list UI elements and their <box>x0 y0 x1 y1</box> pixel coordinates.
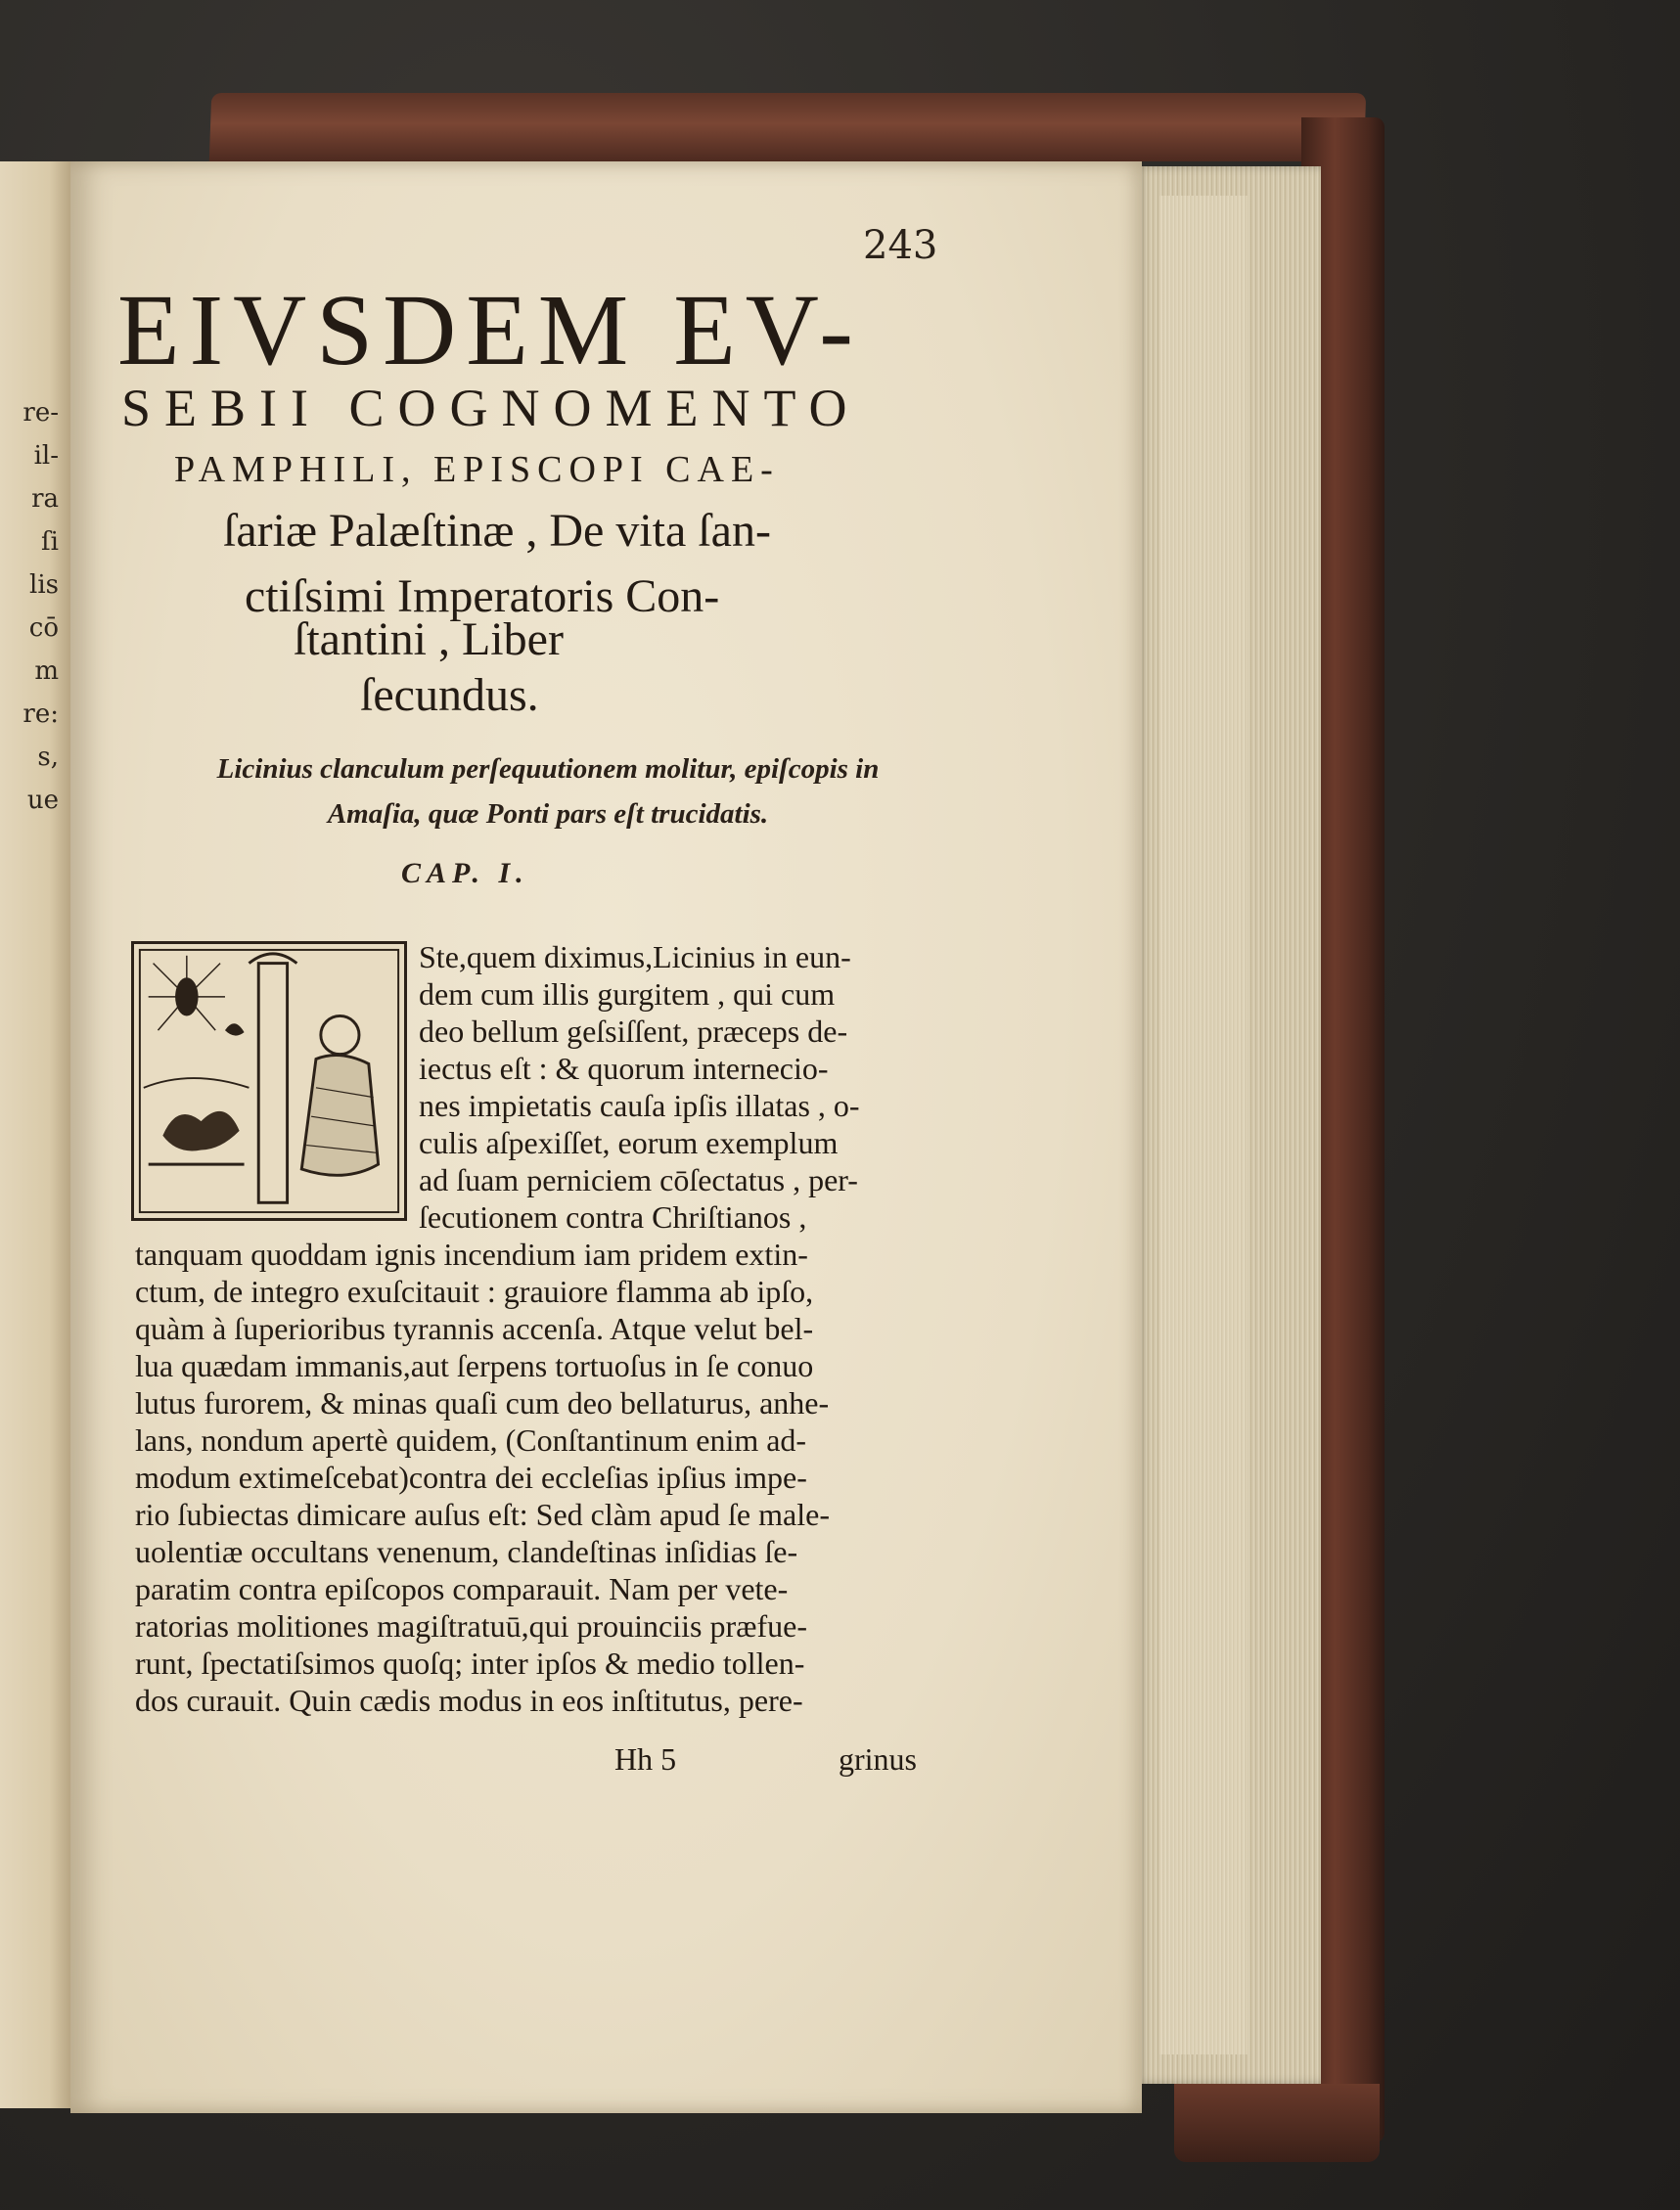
body-text-line: rio ſubiectas dimicare auſus eſt: Sed clàm apud ſe male- <box>135 1497 830 1532</box>
left-page-margin-text <box>0 391 59 822</box>
left-margin-line: cō <box>28 613 59 643</box>
left-margin-line: lis <box>29 570 59 600</box>
body-text-line: dem cum illis gurgitem , qui cum <box>419 976 836 1012</box>
left-margin-line: ſi <box>41 527 59 557</box>
title-line-4: ſariæ Palæſtinæ , De vita ſan- <box>223 505 771 557</box>
body-text-line: nes impietatis cauſa ipſis illatas , o- <box>419 1088 860 1123</box>
book-cover-bottom <box>1174 2084 1380 2162</box>
left-margin-line: re: <box>23 699 59 729</box>
body-text-line: quàm à ſuperioribus tyrannis accenſa. Atque velut bel- <box>135 1311 814 1346</box>
chapter-summary-line-1: Licinius clanculum perſequutionem molitur, epiſcopis in <box>216 753 880 785</box>
body-text-line: ſecutionem contra Chriſtianos , <box>419 1199 807 1235</box>
catchword: grinus <box>839 1741 917 1777</box>
title-line-2: SEBII COGNOMENTO <box>121 379 861 437</box>
body-text-line: iectus eſt : & quorum internecio- <box>419 1051 829 1086</box>
body-text-line: ad ſuam perniciem cōſectatus , per- <box>419 1162 858 1197</box>
body-text-line: paratim contra epiſcopos comparauit. Nam per vete- <box>135 1571 789 1606</box>
page-block-inner <box>1159 196 1248 2054</box>
body-text-line: Ste,quem diximus,Licinius in eun- <box>419 939 851 974</box>
woodcut-initial-icon <box>131 941 407 1221</box>
body-text-line: lans, nondum apertè quidem, (Conſtantinum enim ad- <box>135 1422 807 1458</box>
title-line-7: ſecundus. <box>360 669 539 721</box>
left-margin-line: ra <box>31 484 59 514</box>
left-margin-line: re- <box>23 398 59 428</box>
left-margin-line: m <box>34 656 59 686</box>
left-margin-line: il- <box>33 441 59 471</box>
page-number: 243 <box>863 223 938 268</box>
body-text-line: uolentiæ occultans venenum, clandeſtinas inſidias ſe- <box>135 1534 798 1569</box>
signature-mark: Hh 5 <box>614 1741 677 1777</box>
title-line-1: EIVSDEM EV- <box>117 274 863 386</box>
title-line-6: ſtantini , Liber <box>294 613 564 665</box>
left-margin-line: s, <box>37 743 59 772</box>
title-line-5: ctiſsimi Imperatoris Con- <box>245 570 720 622</box>
body-text-line: ctum, de integro exuſcitauit : grauiore flamma ab ipſo, <box>135 1274 814 1309</box>
left-margin-line: ue <box>26 786 59 815</box>
title-line-3: PAMPHILI, EPISCOPI CAE- <box>174 449 780 490</box>
chapter-heading: CAP. I. <box>401 857 529 889</box>
body-text-line: lua quædam immanis,aut ſerpens tortuoſus in ſe conuo <box>135 1348 814 1383</box>
body-text-line: dos curauit. Quin cædis modus in eos inſtitutus, pere- <box>135 1683 803 1718</box>
body-text-line: modum extimeſcebat)contra dei eccleſias ipſius impe- <box>135 1460 807 1495</box>
body-text-line: lutus furorem, & minas quaſi cum deo bellaturus, anhe- <box>135 1385 830 1421</box>
body-text-line: culis aſpexiſſet, eorum exemplum <box>419 1125 839 1160</box>
body-text-line: ratorias molitiones magiſtratuū,qui prouinciis præfue- <box>135 1608 807 1644</box>
body-text-line: runt, ſpectatiſsimos quoſq; inter ipſos & medio tollen- <box>135 1646 805 1681</box>
body-text-line: tanquam quoddam ignis incendium iam pridem extin- <box>135 1237 808 1272</box>
chapter-summary-line-2: Amaſia, quæ Ponti pars eſt trucidatis. <box>327 798 769 830</box>
book-cover-top <box>209 93 1366 161</box>
body-text-line: deo bellum geſsiſſent, præceps de- <box>419 1014 848 1049</box>
